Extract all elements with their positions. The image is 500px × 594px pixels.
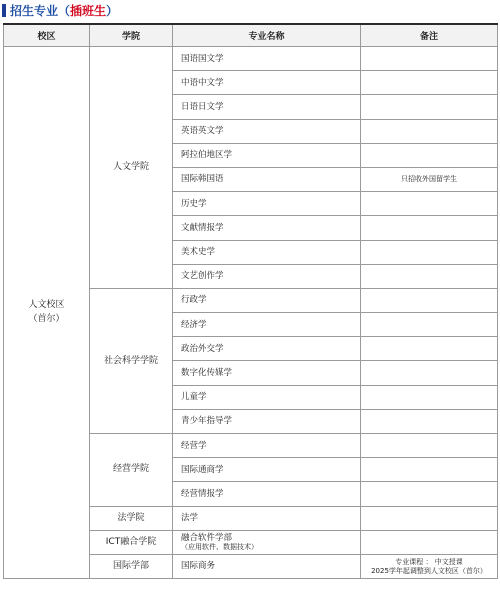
table-row	[4, 47, 498, 71]
note-cell	[361, 288, 498, 312]
major-cell: 国语国文学	[173, 47, 361, 71]
header-major: 专业名称	[173, 24, 361, 47]
note-cell	[361, 530, 498, 554]
note-cell	[361, 337, 498, 361]
section-title	[0, 0, 500, 21]
note-cell	[361, 264, 498, 288]
note-cell	[361, 458, 498, 482]
major-cell: 文献情报学	[173, 216, 361, 240]
college-business: 经营学院	[90, 434, 173, 507]
major-cell: 日语日文学	[173, 95, 361, 119]
major-cell: 中语中文学	[173, 71, 361, 95]
note-cell	[361, 409, 498, 433]
major-cell: 经济学	[173, 313, 361, 337]
header-campus: 校区	[4, 24, 90, 47]
note-cell	[361, 119, 498, 143]
header-college: 学院	[90, 24, 173, 47]
note-cell	[361, 240, 498, 264]
major-cell: 国际韩国语	[173, 167, 361, 191]
table-header-row	[4, 24, 498, 47]
major-cell: 阿拉伯地区学	[173, 143, 361, 167]
note-cell-intl: 专业课程 ： 中文授课 2025学年起调整到人文校区（首尔）	[361, 554, 498, 578]
note-cell	[361, 361, 498, 385]
title-text: 招生专业（插班生）	[10, 4, 119, 18]
note-cell	[361, 71, 498, 95]
major-cell: 英语英文学	[173, 119, 361, 143]
major-cell: 数字化传媒学	[173, 361, 361, 385]
title-marker-icon	[2, 4, 6, 17]
major-cell: 历史学	[173, 192, 361, 216]
note-cell	[361, 95, 498, 119]
college-law: 法学院	[90, 506, 173, 530]
major-cell: 国际通商学	[173, 458, 361, 482]
note-cell	[361, 434, 498, 458]
note-cell	[361, 143, 498, 167]
college-ict: ICT融合学院	[90, 530, 173, 554]
major-cell: 国际商务	[173, 554, 361, 578]
title-accent: 插班生	[70, 4, 107, 18]
note-cell	[361, 216, 498, 240]
major-cell: 美术史学	[173, 240, 361, 264]
major-cell: 青少年指导学	[173, 409, 361, 433]
note-cell	[361, 47, 498, 71]
college-intl: 国际学部	[90, 554, 173, 578]
major-cell: 法学	[173, 506, 361, 530]
major-cell: 儿童学	[173, 385, 361, 409]
header-note: 备注	[361, 24, 498, 47]
note-cell	[361, 482, 498, 506]
major-cell: 经营情报学	[173, 482, 361, 506]
majors-table	[3, 23, 498, 579]
note-cell	[361, 313, 498, 337]
college-social: 社会科学学院	[90, 288, 173, 433]
major-cell: 政治外交学	[173, 337, 361, 361]
major-cell-ict: 融合软件学部 （应用软件、数据技术）	[173, 530, 361, 554]
major-cell: 文艺创作学	[173, 264, 361, 288]
college-humanities: 人文学院	[90, 47, 173, 289]
note-cell	[361, 192, 498, 216]
note-cell	[361, 385, 498, 409]
note-cell	[361, 506, 498, 530]
note-cell: 只招收外国留学生	[361, 167, 498, 191]
major-cell: 经营学	[173, 434, 361, 458]
campus-cell: 人文校区 （首尔）	[4, 47, 90, 579]
major-cell: 行政学	[173, 288, 361, 312]
